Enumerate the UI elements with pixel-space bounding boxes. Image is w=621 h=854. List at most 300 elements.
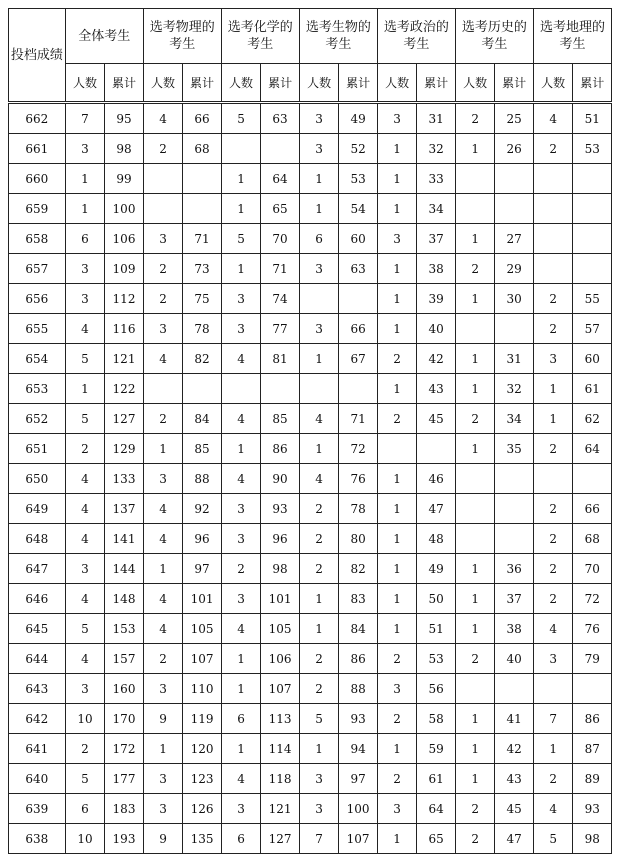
count-cell — [299, 284, 339, 314]
cumulative-cell — [495, 464, 534, 494]
cumulative-cell: 45 — [417, 404, 456, 434]
cumulative-cell: 114 — [261, 734, 300, 764]
table-row — [9, 434, 612, 464]
header-cumulative: 累计 — [261, 64, 300, 103]
table-row — [9, 614, 612, 644]
count-cell: 1 — [377, 614, 417, 644]
cumulative-cell — [261, 134, 300, 164]
count-cell: 4 — [221, 464, 261, 494]
cumulative-cell — [573, 224, 612, 254]
count-cell: 2 — [143, 644, 183, 674]
count-cell: 1 — [455, 734, 495, 764]
count-cell: 3 — [377, 674, 417, 704]
cumulative-cell: 94 — [339, 734, 378, 764]
count-cell: 2 — [299, 554, 339, 584]
cumulative-cell — [495, 494, 534, 524]
cumulative-cell: 78 — [339, 494, 378, 524]
count-cell: 1 — [377, 134, 417, 164]
cumulative-cell: 27 — [495, 224, 534, 254]
score-cell: 655 — [9, 314, 66, 344]
score-cell: 638 — [9, 824, 66, 854]
count-cell: 1 — [377, 284, 417, 314]
count-cell: 1 — [65, 374, 105, 404]
count-cell: 2 — [143, 404, 183, 434]
score-cell: 652 — [9, 404, 66, 434]
count-cell: 4 — [65, 314, 105, 344]
count-cell: 7 — [533, 704, 573, 734]
count-cell — [533, 464, 573, 494]
count-cell: 1 — [299, 614, 339, 644]
count-cell: 4 — [221, 764, 261, 794]
cumulative-cell — [573, 194, 612, 224]
count-cell: 2 — [455, 794, 495, 824]
count-cell — [455, 524, 495, 554]
cumulative-cell: 105 — [183, 614, 222, 644]
count-cell: 3 — [221, 494, 261, 524]
cumulative-cell: 116 — [105, 314, 144, 344]
count-cell: 1 — [221, 164, 261, 194]
score-cell: 659 — [9, 194, 66, 224]
score-cell: 641 — [9, 734, 66, 764]
header-cumulative: 累计 — [495, 64, 534, 103]
count-cell: 7 — [65, 103, 105, 134]
score-cell: 643 — [9, 674, 66, 704]
score-cell: 654 — [9, 344, 66, 374]
count-cell: 4 — [533, 614, 573, 644]
cumulative-cell: 67 — [339, 344, 378, 374]
cumulative-cell: 135 — [183, 824, 222, 854]
cumulative-cell: 123 — [183, 764, 222, 794]
cumulative-cell: 31 — [495, 344, 534, 374]
count-cell: 4 — [65, 584, 105, 614]
score-cell: 645 — [9, 614, 66, 644]
cumulative-cell — [417, 434, 456, 464]
count-cell: 3 — [533, 344, 573, 374]
cumulative-cell: 100 — [339, 794, 378, 824]
cumulative-cell: 98 — [105, 134, 144, 164]
count-cell: 9 — [143, 704, 183, 734]
table-row — [9, 224, 612, 254]
cumulative-cell — [495, 314, 534, 344]
table-row — [9, 584, 612, 614]
cumulative-cell: 74 — [261, 284, 300, 314]
count-cell: 3 — [143, 674, 183, 704]
count-cell: 5 — [221, 103, 261, 134]
cumulative-cell: 42 — [495, 734, 534, 764]
count-cell: 3 — [65, 284, 105, 314]
score-cell: 639 — [9, 794, 66, 824]
count-cell: 2 — [377, 764, 417, 794]
count-cell: 4 — [143, 494, 183, 524]
count-cell: 1 — [455, 704, 495, 734]
score-cell: 657 — [9, 254, 66, 284]
count-cell: 1 — [299, 344, 339, 374]
score-cell: 658 — [9, 224, 66, 254]
cumulative-cell: 100 — [105, 194, 144, 224]
count-cell: 2 — [299, 644, 339, 674]
count-cell: 1 — [377, 164, 417, 194]
count-cell — [221, 374, 261, 404]
cumulative-cell: 80 — [339, 524, 378, 554]
count-cell: 3 — [221, 794, 261, 824]
cumulative-cell: 82 — [183, 344, 222, 374]
cumulative-cell: 64 — [417, 794, 456, 824]
count-cell: 2 — [455, 254, 495, 284]
cumulative-cell: 133 — [105, 464, 144, 494]
cumulative-cell: 107 — [339, 824, 378, 854]
cumulative-cell: 82 — [339, 554, 378, 584]
count-cell: 2 — [455, 404, 495, 434]
cumulative-cell: 32 — [495, 374, 534, 404]
count-cell: 3 — [377, 794, 417, 824]
count-cell: 2 — [299, 494, 339, 524]
count-cell: 5 — [65, 614, 105, 644]
cumulative-cell — [573, 674, 612, 704]
count-cell: 4 — [221, 344, 261, 374]
count-cell: 1 — [221, 674, 261, 704]
count-cell — [299, 374, 339, 404]
cumulative-cell: 141 — [105, 524, 144, 554]
cumulative-cell: 38 — [417, 254, 456, 284]
count-cell: 3 — [299, 794, 339, 824]
cumulative-cell: 183 — [105, 794, 144, 824]
table-header — [9, 9, 612, 103]
count-cell: 2 — [455, 644, 495, 674]
count-cell: 1 — [533, 404, 573, 434]
cumulative-cell: 109 — [105, 254, 144, 284]
count-cell: 4 — [221, 404, 261, 434]
count-cell: 4 — [533, 103, 573, 134]
cumulative-cell: 48 — [417, 524, 456, 554]
cumulative-cell: 37 — [495, 584, 534, 614]
table-row — [9, 524, 612, 554]
cumulative-cell: 30 — [495, 284, 534, 314]
count-cell: 6 — [221, 704, 261, 734]
cumulative-cell: 63 — [339, 254, 378, 284]
cumulative-cell: 99 — [105, 164, 144, 194]
cumulative-cell: 62 — [573, 404, 612, 434]
cumulative-cell — [261, 374, 300, 404]
cumulative-cell: 127 — [261, 824, 300, 854]
table-row — [9, 644, 612, 674]
count-cell: 2 — [533, 494, 573, 524]
cumulative-cell — [183, 194, 222, 224]
cumulative-cell: 65 — [417, 824, 456, 854]
count-cell: 4 — [143, 584, 183, 614]
count-cell: 4 — [143, 103, 183, 134]
cumulative-cell: 122 — [105, 374, 144, 404]
count-cell: 1 — [377, 734, 417, 764]
count-cell: 2 — [533, 134, 573, 164]
cumulative-cell: 96 — [183, 524, 222, 554]
count-cell: 1 — [299, 164, 339, 194]
cumulative-cell: 34 — [417, 194, 456, 224]
count-cell: 6 — [299, 224, 339, 254]
cumulative-cell — [495, 164, 534, 194]
table-row — [9, 134, 612, 164]
score-table-container — [8, 8, 612, 854]
cumulative-cell: 121 — [261, 794, 300, 824]
count-cell — [455, 674, 495, 704]
cumulative-cell: 119 — [183, 704, 222, 734]
table-row — [9, 674, 612, 704]
cumulative-cell: 89 — [573, 764, 612, 794]
cumulative-cell: 72 — [573, 584, 612, 614]
header-cumulative: 累计 — [573, 64, 612, 103]
cumulative-cell: 35 — [495, 434, 534, 464]
cumulative-cell: 52 — [339, 134, 378, 164]
score-cell: 647 — [9, 554, 66, 584]
count-cell: 2 — [299, 524, 339, 554]
count-cell: 5 — [221, 224, 261, 254]
cumulative-cell: 61 — [417, 764, 456, 794]
count-cell: 2 — [533, 314, 573, 344]
cumulative-cell: 71 — [339, 404, 378, 434]
cumulative-cell: 127 — [105, 404, 144, 434]
cumulative-cell: 55 — [573, 284, 612, 314]
count-cell: 2 — [221, 554, 261, 584]
score-cell: 648 — [9, 524, 66, 554]
cumulative-cell: 66 — [339, 314, 378, 344]
cumulative-cell: 47 — [417, 494, 456, 524]
count-cell: 3 — [143, 764, 183, 794]
count-cell: 3 — [221, 524, 261, 554]
cumulative-cell: 153 — [105, 614, 144, 644]
table-row — [9, 764, 612, 794]
cumulative-cell: 170 — [105, 704, 144, 734]
header-count: 人数 — [533, 64, 573, 103]
cumulative-cell: 61 — [573, 374, 612, 404]
table-row — [9, 254, 612, 284]
score-cell: 646 — [9, 584, 66, 614]
cumulative-cell: 25 — [495, 103, 534, 134]
table-row — [9, 464, 612, 494]
cumulative-cell: 96 — [261, 524, 300, 554]
cumulative-cell — [495, 194, 534, 224]
cumulative-cell: 45 — [495, 794, 534, 824]
score-cell: 640 — [9, 764, 66, 794]
count-cell: 1 — [455, 554, 495, 584]
count-cell: 1 — [65, 164, 105, 194]
cumulative-cell: 97 — [183, 554, 222, 584]
cumulative-cell: 84 — [339, 614, 378, 644]
cumulative-cell: 32 — [417, 134, 456, 164]
count-cell: 6 — [221, 824, 261, 854]
cumulative-cell: 68 — [183, 134, 222, 164]
count-cell: 2 — [533, 284, 573, 314]
header-group-politics: 选考政治的考生 — [377, 9, 455, 64]
count-cell: 3 — [221, 314, 261, 344]
cumulative-cell: 121 — [105, 344, 144, 374]
count-cell — [455, 464, 495, 494]
cumulative-cell: 36 — [495, 554, 534, 584]
cumulative-cell: 43 — [417, 374, 456, 404]
count-cell — [533, 254, 573, 284]
header-group-history: 选考历史的考生 — [455, 9, 533, 64]
header-count: 人数 — [65, 64, 105, 103]
score-cell: 661 — [9, 134, 66, 164]
count-cell: 4 — [65, 524, 105, 554]
cumulative-cell: 76 — [573, 614, 612, 644]
cumulative-cell: 58 — [417, 704, 456, 734]
score-cell: 650 — [9, 464, 66, 494]
count-cell: 1 — [299, 734, 339, 764]
header-cumulative: 累计 — [339, 64, 378, 103]
count-cell: 1 — [65, 194, 105, 224]
cumulative-cell: 29 — [495, 254, 534, 284]
header-group-geography: 选考地理的考生 — [533, 9, 611, 64]
count-cell: 3 — [299, 103, 339, 134]
cumulative-cell: 93 — [573, 794, 612, 824]
count-cell: 3 — [299, 254, 339, 284]
count-cell: 1 — [377, 524, 417, 554]
count-cell: 5 — [65, 764, 105, 794]
cumulative-cell: 92 — [183, 494, 222, 524]
cumulative-cell: 144 — [105, 554, 144, 584]
count-cell: 3 — [143, 224, 183, 254]
cumulative-cell: 160 — [105, 674, 144, 704]
count-cell: 1 — [377, 464, 417, 494]
cumulative-cell: 53 — [573, 134, 612, 164]
cumulative-cell: 106 — [261, 644, 300, 674]
cumulative-cell: 118 — [261, 764, 300, 794]
header-cumulative: 累计 — [417, 64, 456, 103]
cumulative-cell: 107 — [183, 644, 222, 674]
count-cell: 9 — [143, 824, 183, 854]
count-cell: 7 — [299, 824, 339, 854]
cumulative-cell: 120 — [183, 734, 222, 764]
cumulative-cell: 148 — [105, 584, 144, 614]
cumulative-cell: 93 — [261, 494, 300, 524]
cumulative-cell: 47 — [495, 824, 534, 854]
cumulative-cell: 101 — [261, 584, 300, 614]
count-cell: 4 — [65, 464, 105, 494]
count-cell: 2 — [65, 434, 105, 464]
cumulative-cell: 81 — [261, 344, 300, 374]
cumulative-cell: 63 — [261, 103, 300, 134]
count-cell: 1 — [455, 434, 495, 464]
cumulative-cell — [183, 374, 222, 404]
count-cell: 2 — [533, 584, 573, 614]
cumulative-cell: 38 — [495, 614, 534, 644]
cumulative-cell — [339, 284, 378, 314]
cumulative-cell: 105 — [261, 614, 300, 644]
count-cell: 1 — [377, 584, 417, 614]
count-cell: 10 — [65, 704, 105, 734]
count-cell: 3 — [221, 584, 261, 614]
count-cell: 2 — [377, 704, 417, 734]
cumulative-cell: 64 — [261, 164, 300, 194]
count-cell — [143, 374, 183, 404]
count-cell: 1 — [299, 194, 339, 224]
count-cell: 1 — [377, 554, 417, 584]
table-row — [9, 103, 612, 134]
cumulative-cell: 37 — [417, 224, 456, 254]
cumulative-cell: 50 — [417, 584, 456, 614]
cumulative-cell: 64 — [573, 434, 612, 464]
count-cell: 3 — [533, 644, 573, 674]
count-cell: 3 — [65, 134, 105, 164]
table-row — [9, 404, 612, 434]
cumulative-cell: 90 — [261, 464, 300, 494]
cumulative-cell: 126 — [183, 794, 222, 824]
table-body — [9, 103, 612, 854]
count-cell: 4 — [299, 464, 339, 494]
count-cell: 1 — [143, 734, 183, 764]
count-cell — [533, 194, 573, 224]
header-cumulative: 累计 — [105, 64, 144, 103]
count-cell: 1 — [377, 494, 417, 524]
count-cell: 6 — [65, 224, 105, 254]
cumulative-cell: 31 — [417, 103, 456, 134]
header-count: 人数 — [455, 64, 495, 103]
score-cell: 653 — [9, 374, 66, 404]
cumulative-cell: 49 — [417, 554, 456, 584]
count-cell: 2 — [533, 764, 573, 794]
count-cell: 3 — [299, 314, 339, 344]
count-cell: 5 — [533, 824, 573, 854]
cumulative-cell: 51 — [573, 103, 612, 134]
count-cell: 4 — [65, 494, 105, 524]
cumulative-cell: 53 — [417, 644, 456, 674]
table-row — [9, 734, 612, 764]
count-cell — [455, 314, 495, 344]
count-cell: 1 — [221, 734, 261, 764]
score-distribution-table — [8, 8, 612, 854]
cumulative-cell: 73 — [183, 254, 222, 284]
cumulative-cell: 95 — [105, 103, 144, 134]
cumulative-cell: 53 — [339, 164, 378, 194]
count-cell — [455, 494, 495, 524]
cumulative-cell: 129 — [105, 434, 144, 464]
header-count: 人数 — [143, 64, 183, 103]
count-cell: 4 — [143, 344, 183, 374]
score-cell: 642 — [9, 704, 66, 734]
count-cell: 5 — [65, 344, 105, 374]
count-cell: 1 — [533, 734, 573, 764]
cumulative-cell: 98 — [573, 824, 612, 854]
cumulative-cell: 86 — [261, 434, 300, 464]
cumulative-cell: 88 — [339, 674, 378, 704]
table-row — [9, 494, 612, 524]
cumulative-cell: 87 — [573, 734, 612, 764]
count-cell: 3 — [65, 554, 105, 584]
score-cell: 662 — [9, 103, 66, 134]
count-cell — [533, 164, 573, 194]
cumulative-cell: 93 — [339, 704, 378, 734]
count-cell: 1 — [299, 434, 339, 464]
count-cell: 2 — [143, 134, 183, 164]
count-cell: 4 — [143, 614, 183, 644]
cumulative-cell: 26 — [495, 134, 534, 164]
cumulative-cell: 60 — [339, 224, 378, 254]
count-cell — [143, 164, 183, 194]
count-cell: 1 — [299, 584, 339, 614]
table-row — [9, 824, 612, 854]
count-cell: 1 — [533, 374, 573, 404]
count-cell: 1 — [455, 344, 495, 374]
cumulative-cell: 97 — [339, 764, 378, 794]
count-cell: 4 — [299, 404, 339, 434]
count-cell: 2 — [455, 103, 495, 134]
cumulative-cell: 193 — [105, 824, 144, 854]
count-cell: 1 — [377, 254, 417, 284]
cumulative-cell: 101 — [183, 584, 222, 614]
header-group-biology: 选考生物的考生 — [299, 9, 377, 64]
count-cell: 1 — [377, 824, 417, 854]
count-cell — [377, 434, 417, 464]
cumulative-cell: 54 — [339, 194, 378, 224]
